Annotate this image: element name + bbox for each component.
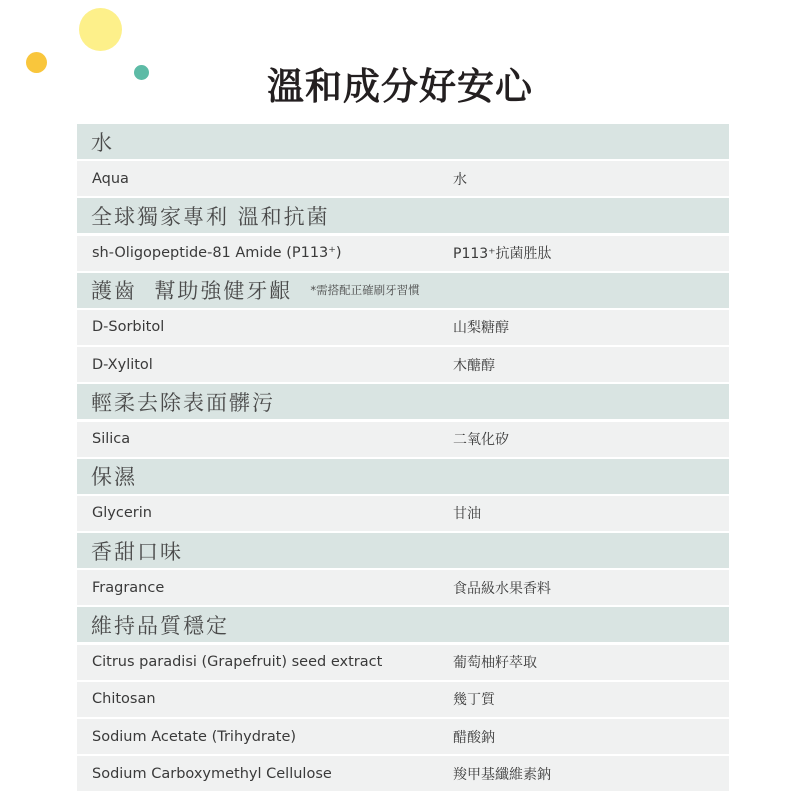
ingredient-row bbox=[77, 756, 729, 791]
ingredient-row bbox=[77, 719, 729, 754]
ingredient-row bbox=[77, 347, 729, 382]
section-label: 護齒 幫助強健牙齦 bbox=[91, 279, 293, 304]
ingredient-en: D-Xylitol bbox=[92, 356, 153, 373]
ingredient-zh: 食品級水果香料 bbox=[453, 580, 551, 597]
ingredient-en: sh-Oligopeptide-81 Amide (P113⁺) bbox=[92, 245, 342, 262]
ingredient-en: D-Sorbitol bbox=[92, 319, 165, 336]
ingredient-en: Citrus paradisi (Grapefruit) seed extract bbox=[92, 654, 383, 671]
section-header-cleaning bbox=[77, 384, 729, 419]
ingredient-row bbox=[77, 570, 729, 605]
section-header-antibacterial bbox=[77, 198, 729, 233]
ingredient-row bbox=[77, 422, 729, 457]
ingredient-en: Sodium Acetate (Trihydrate) bbox=[92, 728, 297, 745]
ingredient-zh: 醋酸鈉 bbox=[453, 729, 495, 746]
ingredient-zh: 山梨糖醇 bbox=[453, 320, 509, 337]
ingredient-zh: 甘油 bbox=[453, 506, 481, 523]
decorative-yellow-dot bbox=[79, 8, 122, 51]
ingredient-en: Chitosan bbox=[92, 691, 156, 708]
ingredient-zh: 二氧化矽 bbox=[453, 432, 509, 448]
ingredient-row bbox=[77, 496, 729, 531]
section-label: 全球獨家專利 溫和抗菌 bbox=[91, 204, 330, 229]
ingredient-row bbox=[77, 682, 729, 717]
section-note: *需搭配正確刷牙習慣 bbox=[310, 283, 420, 298]
ingredient-en: Fragrance bbox=[92, 579, 165, 596]
ingredient-zh: 水 bbox=[453, 171, 467, 188]
ingredient-row bbox=[77, 645, 729, 680]
section-label: 維持品質穩定 bbox=[91, 613, 229, 638]
section-header-gum-care bbox=[77, 273, 729, 308]
ingredient-zh: P113⁺抗菌胜肽 bbox=[453, 246, 552, 263]
section-label: 水 bbox=[91, 130, 114, 155]
ingredient-table bbox=[77, 124, 729, 793]
section-label: 保濕 bbox=[91, 465, 137, 490]
section-header-stability bbox=[77, 607, 729, 642]
ingredient-zh: 幾丁質 bbox=[453, 692, 495, 709]
ingredient-zh: 羧甲基纖維素鈉 bbox=[453, 766, 551, 783]
page-title: 溫和成分好安心 bbox=[267, 65, 533, 108]
section-header-water bbox=[77, 124, 729, 159]
section-header-flavor bbox=[77, 533, 729, 568]
ingredient-en: Silica bbox=[92, 431, 131, 447]
section-label: 香甜口味 bbox=[91, 539, 183, 564]
ingredient-en: Sodium Carboxymethyl Cellulose bbox=[92, 765, 332, 782]
section-label: 輕柔去除表面髒污 bbox=[91, 390, 275, 415]
ingredient-row bbox=[77, 236, 729, 271]
section-header-moisturizing bbox=[77, 459, 729, 494]
ingredient-zh: 葡萄柚籽萃取 bbox=[453, 655, 537, 672]
ingredient-zh: 木醣醇 bbox=[453, 357, 495, 374]
ingredient-en: Glycerin bbox=[92, 505, 152, 522]
ingredient-en: Aqua bbox=[92, 170, 129, 187]
ingredient-row bbox=[77, 161, 729, 196]
ingredient-row bbox=[77, 310, 729, 345]
